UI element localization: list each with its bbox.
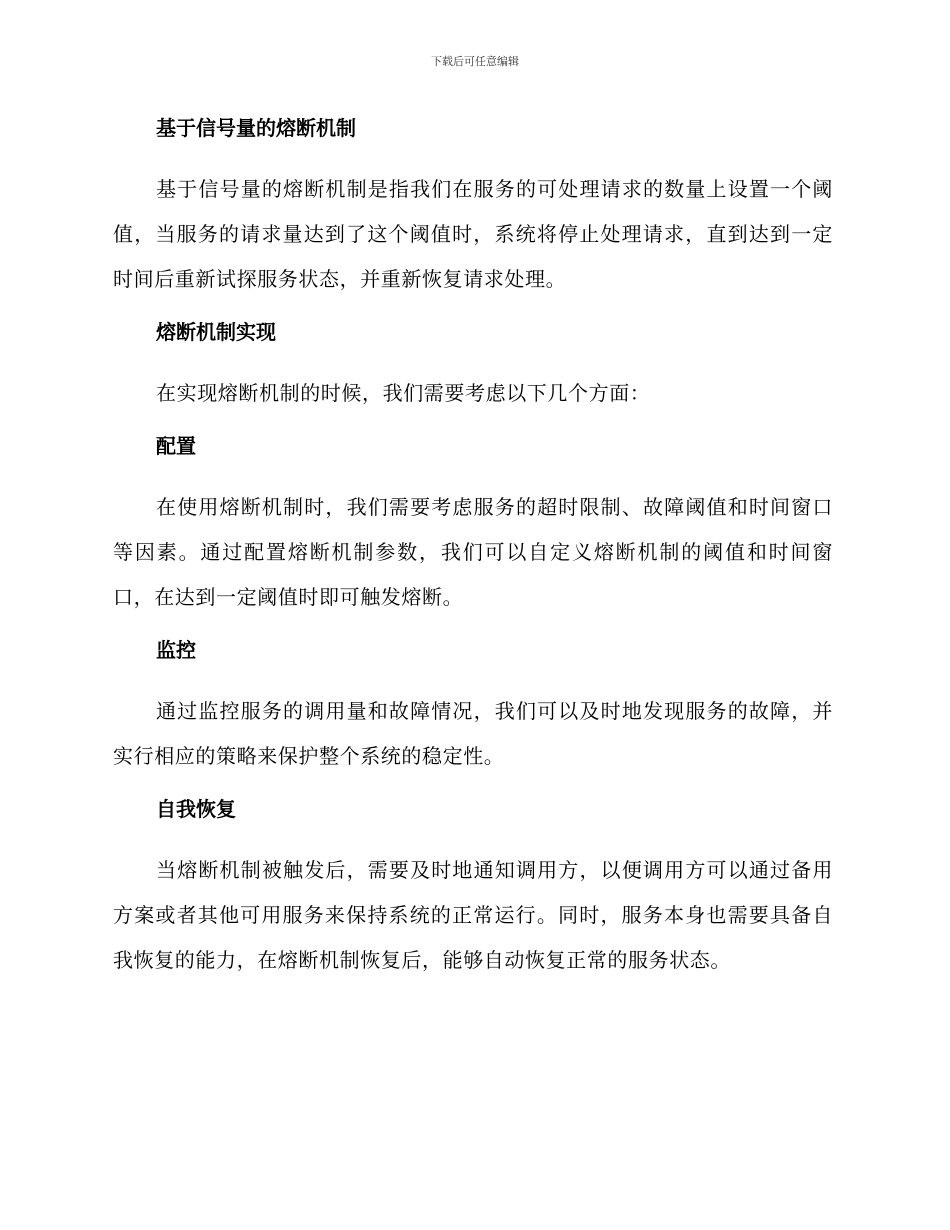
section-heading-self-recovery: 自我恢复 <box>156 797 236 821</box>
paragraph-semaphore-breaker: 基于信号量的熔断机制是指我们在服务的可处理请求的数量上设置一个阈值，当服务的请求量达到了这个阈值时，系统将停止处理请求，直到达到一定时间后重新试探服务状态，并重新恢复请求处理。 <box>113 177 833 291</box>
section-heading-configuration: 配置 <box>156 434 196 458</box>
page-header-note: 下载后可任意编辑 <box>431 55 519 68</box>
section-heading-monitoring: 监控 <box>156 638 196 662</box>
paragraph-breaker-implementation: 在实现熔断机制的时候，我们需要考虑以下几个方面： <box>156 381 651 405</box>
paragraph-self-recovery: 当熔断机制被触发后，需要及时地通知调用方，以便调用方可以通过备用方案或者其他可用服务来保持系统的正常运行。同时，服务本身也需要具备自我恢复的能力，在熔断机制恢复后，能够自动恢复正常的服务状态。 <box>113 858 833 972</box>
section-heading-semaphore-breaker: 基于信号量的熔断机制 <box>156 116 356 140</box>
paragraph-configuration: 在使用熔断机制时，我们需要考虑服务的超时限制、故障阈值和时间窗口等因素。通过配置熔断机制参数，我们可以自定义熔断机制的阈值和时间窗口，在达到一定阈值时即可触发熔断。 <box>113 495 833 609</box>
paragraph-monitoring: 通过监控服务的调用量和故障情况，我们可以及时地发现服务的故障，并实行相应的策略来保护整个系统的稳定性。 <box>113 699 833 768</box>
document-body <box>113 110 833 983</box>
section-heading-breaker-implementation: 熔断机制实现 <box>156 320 276 344</box>
